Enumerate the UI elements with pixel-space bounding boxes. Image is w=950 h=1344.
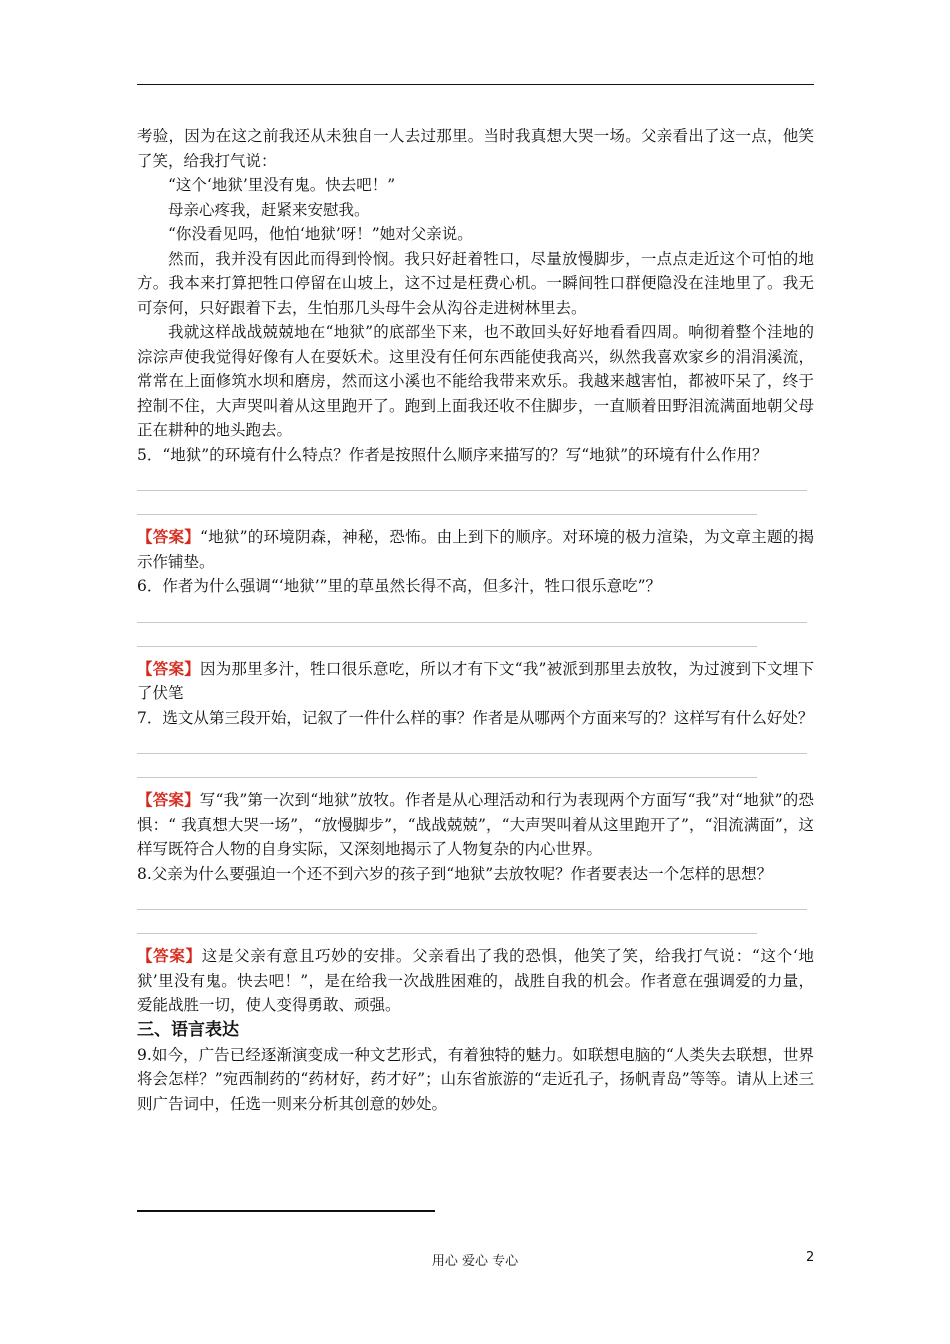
passage-paragraph: “你没看见吗，他怕‘地狱’呀！”她对父亲说。	[168, 225, 473, 243]
answer-blank-line	[137, 933, 757, 934]
answer-tag: 【答案】	[137, 946, 202, 965]
passage-paragraph: 我就这样战战兢兢地在“地狱”的底部坐下来，也不敢回头好好地看看四周。响彻着整个洼地的淙淙声使我觉得好像有人在耍妖术。这里没有任何东西能使我高兴，纵然我喜欢家乡的涓涓溪流，常常在上面修筑水坝和磨房，然而这小溪也不能给我带来欢乐。我越来越害怕，都被吓呆了，终于控制不住，大声哭叫着从这里跑开了。跑到上面我还收不住脚步，一直顺着田野泪流满面地朝父母正在耕种的地头跑去。	[137, 323, 814, 439]
answer-7	[137, 788, 814, 862]
answer-6	[137, 657, 814, 706]
answer-blank-line	[137, 622, 807, 623]
header-rule	[137, 84, 814, 85]
answer-5	[137, 525, 814, 574]
answer-tag: 【答案】	[137, 527, 200, 546]
page-number: 2	[806, 1250, 815, 1265]
answer-text: 这是父亲有意且巧妙的安排。父亲看出了我的恐惧，他笑了笑，给我打气说：“这个‘地狱’里没有鬼。快去吧！”，是在给我一次战胜困难的，战胜自我的机会。作者意在强调爱的力量，爱能战胜一切，使人变得勇敢、顽强。	[137, 947, 814, 1014]
question-6: 6．作者为什么强调“‘地狱’”里的草虽然长得不高，但多汁，牲口很乐意吃”？	[137, 577, 661, 595]
answer-blank-line	[137, 490, 807, 491]
answer-blank-line	[137, 514, 757, 515]
answer-text: “地狱”的环境阴森，神秘，恐怖。由上到下的顺序。对环境的极力渲染，为文章主题的揭示作铺垫。	[137, 528, 814, 571]
section-heading: 三、语言表达	[137, 1019, 239, 1040]
passage-paragraph: 考验，因为在这之前我还从未独自一人去过那里。当时我真想大哭一场。父亲看出了这一点，他笑了笑，给我打气说：	[137, 127, 814, 170]
footer-motto: 用心 爱心 专心	[431, 1254, 519, 1269]
answer-8	[137, 944, 814, 1018]
question-5: 5．“地狱”的环境有什么特点？作者是按照什么顺序来描写的？写“地狱”的环境有什么作用？	[137, 445, 768, 464]
answer-text: 写“我”第一次到“地狱”放牧。作者是从心理活动和行为表现两个方面写“我”对“地狱”的恐惧：“ 我真想大哭一场”，“放慢脚步”，“战战兢兢”，“大声哭叫着从这里跑开了”，“泪流满面”，这样写既符合人物的自身实际，又深刻地揭示了人物复杂的内心世界。	[137, 791, 814, 858]
passage-paragraph: “这个‘地狱’里没有鬼。快去吧！”	[168, 176, 396, 194]
answer-blank-line	[137, 753, 807, 754]
question-9: 9.如今，广告已经逐渐演变成一种文艺形式，有着独特的魅力。如联想电脑的“人类失去联想，世界将会怎样？”宛西制药的“药材好，药才好”；山东省旅游的“走近孔子，扬帆青岛”等等。请从上述三则广告词中，任选一则来分析其创意的妙处。	[137, 1045, 814, 1113]
document-body	[137, 124, 814, 1116]
answer-tag: 【答案】	[137, 658, 200, 678]
answer-blank-line	[137, 777, 757, 778]
question-7: 7．选文从第三段开始，记叙了一件什么样的事？作者是从哪两个方面来写的？这样写有什么好处？	[137, 708, 814, 727]
passage-paragraph: 母亲心疼我，赶紧来安慰我。	[168, 200, 370, 219]
passage-paragraph: 然而，我并没有因此而得到怜悯。我只好赶着牲口，尽量放慢脚步，一点点走近这个可怕的地方。我本来打算把牲口停留在山坡上，这不过是枉费心机。一瞬间牲口群便隐没在洼地里了。我无可奈何，只好跟着下去，生怕那几头母牛会从沟谷走进树林里去。	[137, 249, 814, 317]
answer-blank-line	[137, 909, 807, 910]
question-8: 8.父亲为什么要强迫一个还不到六岁的孩子到“地狱”去放牧呢？作者要表达一个怎样的思想？	[137, 864, 773, 883]
answer-tag: 【答案】	[137, 790, 200, 809]
answer-blank-line	[137, 646, 757, 647]
answer-text: 因为那里多汁，牲口很乐意吃，所以才有下文“我”被派到那里去放牧，为过渡到下文埋下了伏笔	[137, 659, 814, 702]
footnote-rule	[137, 1210, 435, 1212]
